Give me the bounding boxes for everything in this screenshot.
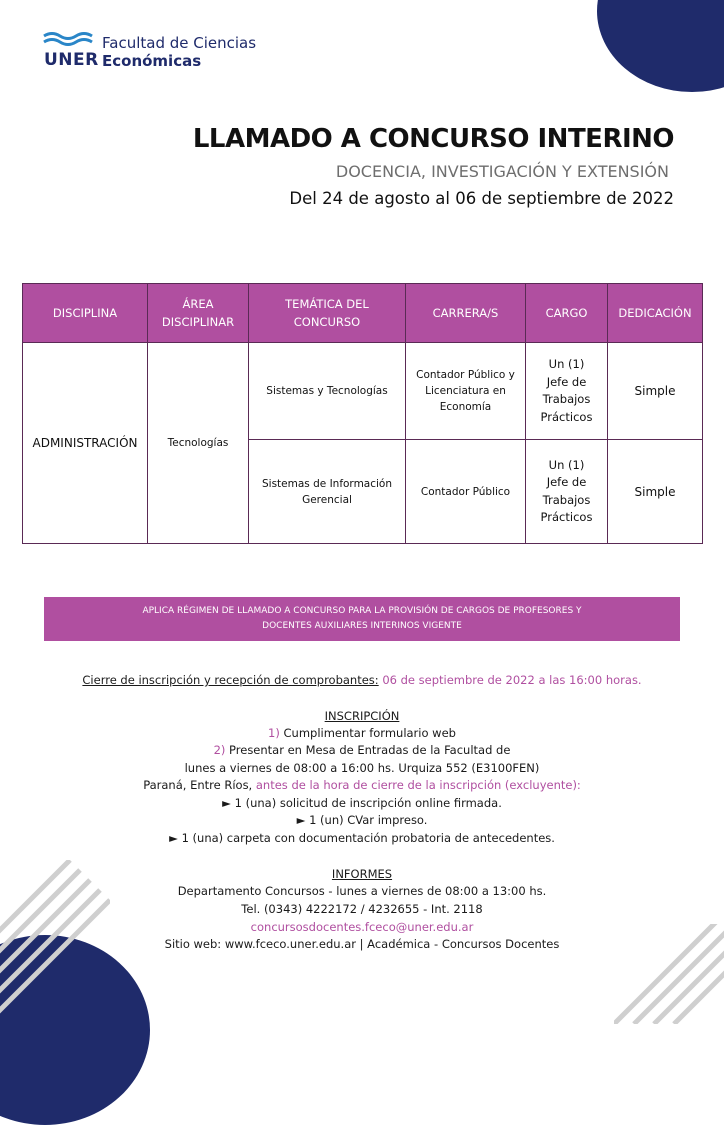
cell-tematica: Sistemas y Tecnologías xyxy=(249,343,406,440)
cierre-value: 06 de septiembre de 2022 a las 16:00 horas. xyxy=(378,673,642,687)
regimen-banner-text: APLICA RÉGIMEN DE LLAMADO A CONCURSO PARA LA PROVISIÓN DE CARGOS DE PROFESORES Y DOCENTES AUXILIARES INTERINOS VIGENTE xyxy=(142,606,582,631)
cargo-line: Trabajos xyxy=(542,392,591,406)
cierre-label: Cierre de inscripción y recepción de comprobantes: xyxy=(82,673,379,687)
inscripcion-step1 xyxy=(0,726,724,740)
logo-uner-text: UNER xyxy=(44,50,99,70)
informes-email-link[interactable]: concursosdocentes.fceco@uner.edu.ar xyxy=(250,920,474,934)
inscripcion-step2 xyxy=(0,743,724,757)
cell-carrera: Contador Público xyxy=(406,440,526,544)
inscripcion-hours: lunes a viernes de 08:00 a 16:00 hs. Urquiza 552 (E3100FEN) xyxy=(184,761,540,775)
step1-number: 1) xyxy=(268,726,280,740)
header-area-line1: ÁREA xyxy=(182,297,214,311)
cargo-line: Un (1) xyxy=(548,357,585,371)
requirement-text: 1 (una) solicitud de inscripción online firmada. xyxy=(230,796,502,810)
table-row xyxy=(23,343,703,440)
cell-dedicacion: Simple xyxy=(608,343,703,440)
header-cargo: CARGO xyxy=(526,284,608,343)
cierre-line xyxy=(0,673,724,687)
step2-number: 2) xyxy=(213,743,226,757)
concurso-table xyxy=(22,283,703,544)
cargo-line: Jefe de xyxy=(546,374,587,389)
informes-title: INFORMES xyxy=(331,867,393,881)
location-text: Paraná, Entre Ríos, xyxy=(143,778,256,792)
requirement-item xyxy=(0,796,724,810)
arrow-bullet-icon: ► xyxy=(222,796,231,810)
logo-faculty-line2: Económicas xyxy=(102,52,202,70)
cell-tematica: Sistemas de Información Gerencial xyxy=(249,440,406,544)
regimen-banner xyxy=(44,597,680,641)
page-subtitle: DOCENCIA, INVESTIGACIÓN Y EXTENSIÓN xyxy=(335,162,669,181)
location-deadline-note: antes de la hora de cierre de la inscripción (excluyente): xyxy=(255,778,581,792)
header-tematica-line2: CONCURSO xyxy=(293,315,361,329)
requirement-text: 1 (una) carpeta con documentación probatoria de antecedentes. xyxy=(177,831,555,845)
requirement-text: 1 (un) CVar impreso. xyxy=(305,813,428,827)
cell-cargo xyxy=(526,343,608,440)
requirement-item xyxy=(0,813,724,827)
header-tematica xyxy=(249,284,406,343)
date-range: Del 24 de agosto al 06 de septiembre de 2022 xyxy=(289,189,674,208)
logo-faculty-line1: Facultad de Ciencias xyxy=(102,34,257,52)
informes-phone: Tel. (0343) 4222172 / 4232655 - Int. 2118 xyxy=(241,902,483,916)
waves-icon xyxy=(42,31,94,49)
cell-disciplina: ADMINISTRACIÓN xyxy=(23,343,148,544)
cell-carrera: Contador Público y Licenciatura en Economía xyxy=(406,343,526,440)
cell-cargo xyxy=(526,440,608,544)
cargo-line: Prácticos xyxy=(540,510,593,524)
table-header-row xyxy=(23,284,703,343)
cell-dedicacion: Simple xyxy=(608,440,703,544)
header-area xyxy=(148,284,249,343)
step1-text: Cumplimentar formulario web xyxy=(279,726,456,740)
decorative-circle-top-right xyxy=(597,0,724,92)
header-carrera: CARRERA/S xyxy=(406,284,526,343)
cargo-line: Jefe de xyxy=(546,475,587,489)
requirement-item xyxy=(0,831,724,845)
cell-area: Tecnologías xyxy=(148,343,249,544)
cargo-line: Prácticos xyxy=(540,409,593,424)
inscripcion-location xyxy=(0,778,724,792)
informes-department: Departamento Concursos - lunes a viernes de 08:00 a 13:00 hs. xyxy=(177,884,547,898)
page-title: LLAMADO A CONCURSO INTERINO xyxy=(192,124,674,154)
arrow-bullet-icon: ► xyxy=(169,831,178,845)
step2-text: Presentar en Mesa de Entradas de la Facultad de xyxy=(225,743,511,757)
faculty-logo xyxy=(42,31,302,73)
header-disciplina: DISCIPLINA xyxy=(23,284,148,343)
arrow-bullet-icon: ► xyxy=(296,813,306,827)
header-tematica-line1: TEMÁTICA DEL xyxy=(285,297,369,311)
header-area-line2: DISCIPLINAR xyxy=(161,315,235,329)
header-dedicacion: DEDICACIÓN xyxy=(608,284,703,343)
informes-website[interactable]: Sitio web: www.fceco.uner.edu.ar | Académica - Concursos Docentes xyxy=(164,937,560,951)
cargo-line: Un (1) xyxy=(548,457,585,472)
cargo-line: Trabajos xyxy=(542,492,591,507)
inscripcion-title: INSCRIPCIÓN xyxy=(324,709,400,723)
